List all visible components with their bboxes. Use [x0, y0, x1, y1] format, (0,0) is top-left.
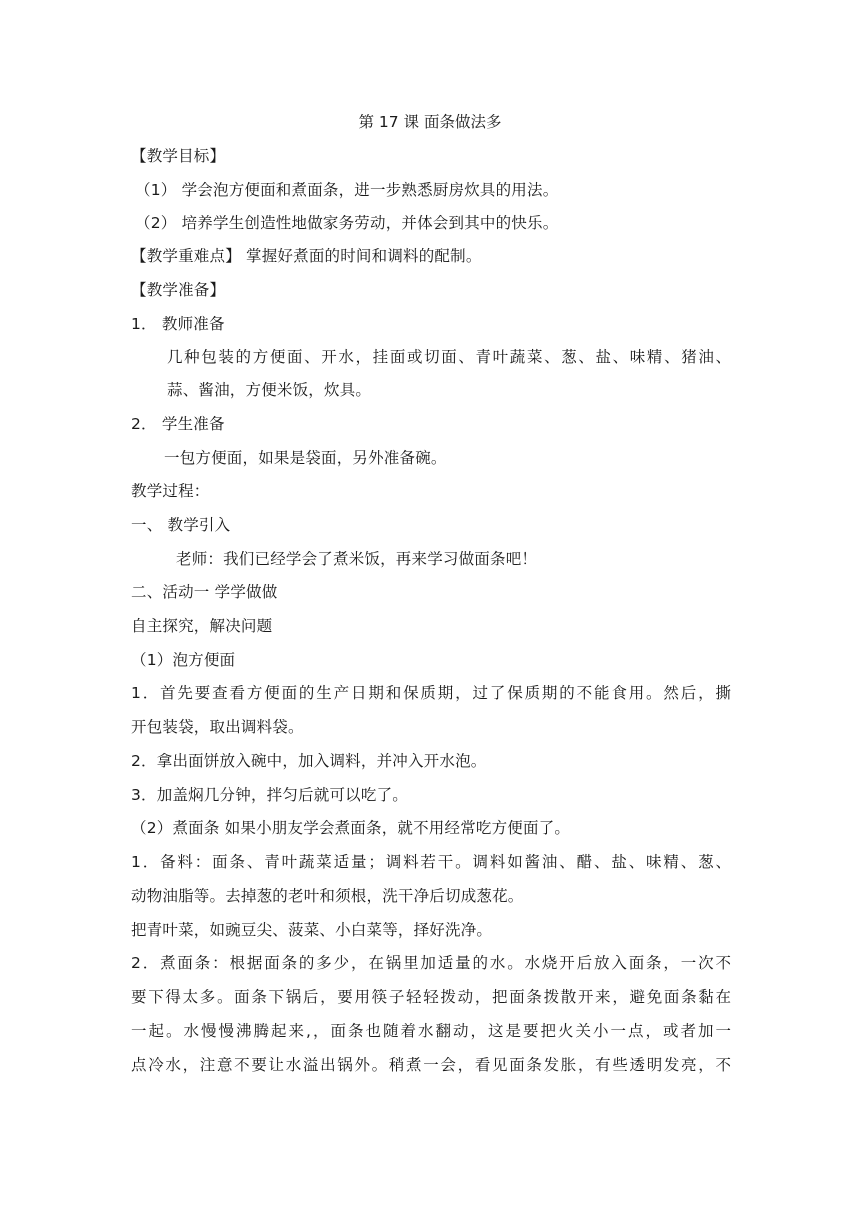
boil-step-1: 1．备料：面条、青叶蔬菜适量；调料若干。调料如酱油、醋、盐、味精、葱、: [131, 853, 731, 871]
objective-1: （1） 学会泡方便面和煮面条，进一步熟悉厨房炊具的用法。: [135, 181, 559, 199]
teacher-intro: 老师：我们已经学会了煮米饭，再来学习做面条吧！: [176, 550, 538, 568]
section-1-heading: 一、 教学引入: [131, 516, 231, 534]
heading-process: 教学过程：: [131, 482, 210, 500]
prep-teacher-heading: 1． 教师准备: [131, 315, 225, 333]
section-2-heading: 二、活动一 学学做做: [131, 583, 278, 601]
boil-step-2-line-1: 2．煮面条：根据面条的多少，在锅里加适量的水。水烧开后放入面条，一次不: [131, 954, 731, 972]
boil-step-1-cont: 动物油脂等。去掉葱的老叶和须根，洗干净后切成葱花。: [131, 887, 524, 905]
explore-subheading: 自主探究，解决问题: [131, 617, 273, 635]
instant-step-1: 1．首先要查看方便面的生产日期和保质期，过了保质期的不能食用。然后，撕: [131, 684, 731, 702]
prep-teacher-text-cont: 蒜、酱油，方便米饭，炊具。: [167, 381, 372, 399]
boil-step-2-line-2: 要下得太多。面条下锅后，要用筷子轻轻拨动，把面条拨散开来，避免面条黏在: [131, 988, 731, 1006]
boil-step-1-greens: 把青叶菜，如豌豆尖、菠菜、小白菜等，择好洗净。: [131, 921, 493, 939]
instant-step-2: 2．拿出面饼放入碗中，加入调料，并冲入开水泡。: [131, 752, 487, 770]
prep-student-heading: 2． 学生准备: [131, 415, 225, 433]
heading-preparation: 【教学准备】: [131, 281, 226, 299]
instant-step-3: 3．加盖焖几分钟，拌匀后就可以吃了。: [131, 786, 408, 804]
objective-2: （2） 培养学生创造性地做家务劳动，并体会到其中的快乐。: [135, 214, 559, 232]
prep-teacher-text: 几种包装的方便面、开水，挂面或切面、青叶蔬菜、葱、盐、味精、猪油、: [167, 348, 731, 366]
instant-noodle-heading: （1）泡方便面: [131, 651, 236, 669]
instant-step-1-cont: 开包装袋，取出调料袋。: [131, 718, 304, 736]
boil-step-2-line-4: 点冷水，注意不要让水溢出锅外。稍煮一会，看见面条发胀，有些透明发亮，不: [131, 1056, 731, 1074]
lesson-title: 第 17 课 面条做法多: [358, 113, 502, 131]
prep-student-text: 一包方便面，如果是袋面，另外准备碗。: [164, 449, 447, 467]
boil-noodle-heading: （2）煮面条 如果小朋友学会煮面条，就不用经常吃方便面了。: [131, 819, 571, 837]
heading-key-points: 【教学重难点】 掌握好煮面的时间和调料的配制。: [131, 247, 482, 265]
heading-objectives: 【教学目标】: [131, 147, 226, 165]
boil-step-2-line-3: 一起。水慢慢沸腾起来,，面条也随着水翻动，这是要把火关小一点，或者加一: [131, 1022, 731, 1040]
